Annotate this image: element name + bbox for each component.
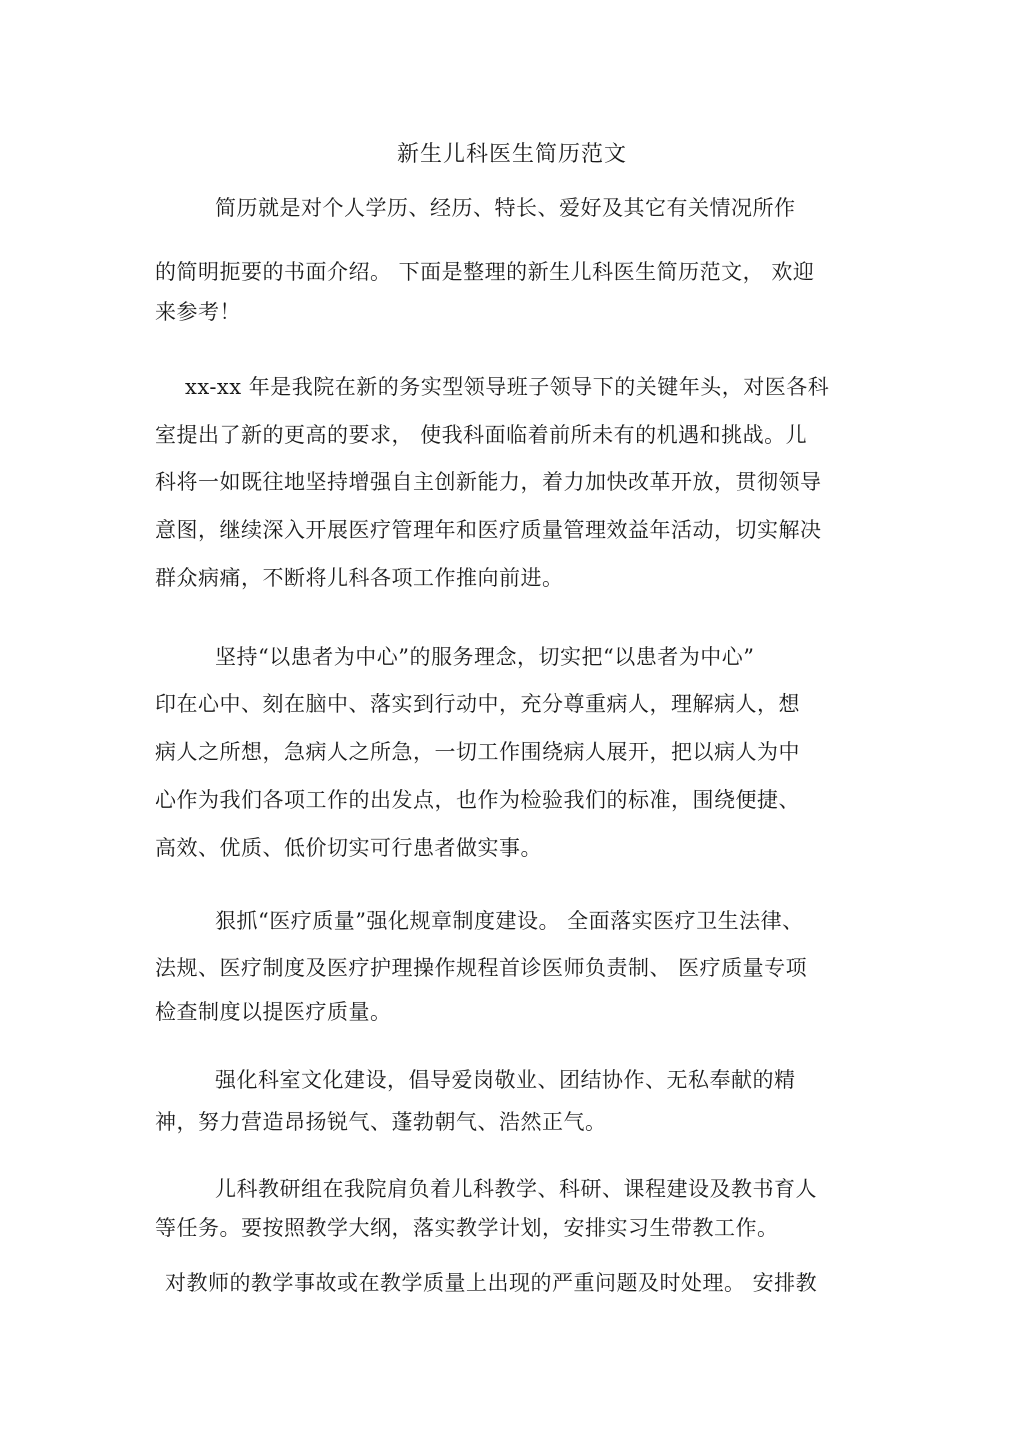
- paragraph-line: 检查制度以提医疗质量。: [155, 1000, 392, 1024]
- paragraph-line: 室提出了新的更高的要求， 使我科面临着前所未有的机遇和挑战。儿: [155, 423, 808, 447]
- intro-line: 的简明扼要的书面介绍。 下面是整理的新生儿科医生简历范文， 欢迎: [155, 260, 815, 284]
- paragraph-line: 科将一如既往地坚持增强自主创新能力，着力加快改革开放，贯彻领导: [155, 470, 822, 494]
- paragraph-line: 法规、医疗制度及医疗护理操作规程首诊医师负责制、 医疗质量专项: [155, 956, 808, 980]
- paragraph-line: 印在心中、刻在脑中、落实到行动中，充分尊重病人，理解病人，想: [155, 692, 800, 716]
- paragraph-line: 病人之所想，急病人之所急，一切工作围绕病人展开，把以病人为中: [155, 740, 800, 764]
- document-title: 新生儿科医生简历范文: [396, 142, 627, 167]
- paragraph-line: 对教师的教学事故或在教学质量上出现的严重问题及时处理。 安排教: [165, 1271, 818, 1295]
- paragraph-line: 群众病痛，不断将儿科各项工作推向前进。: [155, 566, 564, 590]
- paragraph-line: 意图，继续深入开展医疗管理年和医疗质量管理效益年活动，切实解决: [155, 518, 822, 542]
- paragraph-line: 强化科室文化建设，倡导爱岗敬业、团结协作、无私奉献的精: [215, 1068, 796, 1092]
- paragraph-line: 神，努力营造昂扬锐气、蓬勃朝气、浩然正气。: [155, 1110, 607, 1134]
- intro-line: 来参考！: [155, 300, 241, 324]
- paragraph-line: 心作为我们各项工作的出发点，也作为检验我们的标准，围绕便捷、: [155, 788, 800, 812]
- paragraph-line: 狠抓“医疗质量”强化规章制度建设。 全面落实医疗卫生法律、: [215, 909, 804, 933]
- intro-line: 简历就是对个人学历、经历、特长、爱好及其它有关情况所作: [215, 196, 796, 220]
- paragraph-line: 坚持“以患者为中心”的服务理念，切实把“以患者为中心”: [215, 645, 755, 669]
- paragraph-line: 高效、优质、低价切实可行患者做实事。: [155, 836, 542, 860]
- paragraph-line: xx-xx 年是我院在新的务实型领导班子领导下的关键年头，对医各科: [185, 375, 830, 399]
- paragraph-line: 儿科教研组在我院肩负着儿科教学、科研、课程建设及教书育人: [215, 1177, 817, 1201]
- paragraph-line: 等任务。要按照教学大纲，落实教学计划，安排实习生带教工作。: [155, 1216, 779, 1240]
